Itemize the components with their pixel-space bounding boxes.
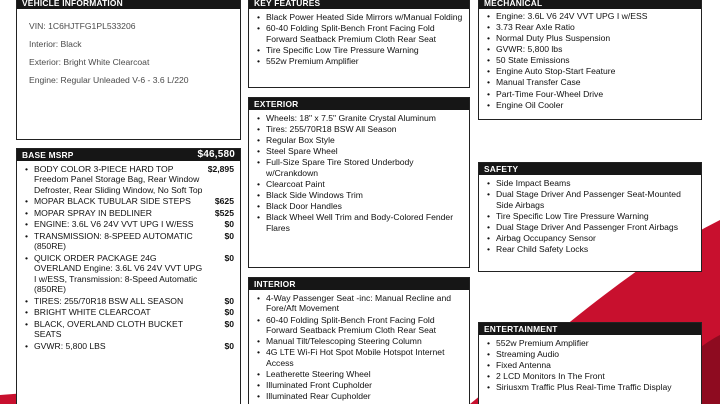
key-features-title: KEY FEATURES: [249, 0, 469, 9]
list-item: • Steel Spare Wheel: [255, 146, 463, 156]
msrp-item: • MOPAR BLACK TUBULAR SIDE STEPS $625: [23, 196, 234, 206]
list-item: • Dual Stage Driver And Passenger Seat-Mounted Side Airbags: [485, 189, 695, 210]
list-item: • 2 LCD Monitors In The Front: [485, 371, 695, 381]
safety-list: [485, 178, 695, 254]
base-msrp-header: [17, 149, 240, 161]
msrp-item: • BODY COLOR 3-PIECE HARD TOP Freedom Panel Storage Bag, Rear Window Defroster, Rear Sliding Window, No Soft Top $2,895: [23, 164, 234, 195]
exterior-list: [255, 113, 463, 233]
interior-line: Interior: Black: [29, 38, 82, 49]
safety-panel: [478, 162, 702, 272]
mechanical-list: [485, 11, 695, 110]
list-item: • 552w Premium Amplifier: [485, 338, 695, 348]
list-item: • 60-40 Folding Split-Bench Front Facing Fold Forward Seatback Premium Cloth Rear Seat: [255, 23, 463, 44]
exterior-panel: [248, 97, 470, 268]
list-item: • Manual Transfer Case: [485, 77, 695, 87]
safety-title: SAFETY: [479, 163, 701, 175]
msrp-item: • GVWR: 5,800 LBS $0: [23, 341, 234, 351]
msrp-item: • BLACK, OVERLAND CLOTH BUCKET SEATS $0: [23, 319, 234, 340]
list-item: • Normal Duty Plus Suspension: [485, 33, 695, 43]
list-item: • 4G LTE Wi-Fi Hot Spot Mobile Hotspot Internet Access: [255, 347, 463, 368]
exterior-title: EXTERIOR: [249, 98, 469, 110]
list-item: • Black Door Handles: [255, 201, 463, 211]
list-item: • Tires: 255/70R18 BSW All Season: [255, 124, 463, 134]
list-item: • Full-Size Spare Tire Stored Underbody w/Crankdown: [255, 157, 463, 178]
base-msrp-title: BASE MSRP: [22, 150, 74, 160]
vehicle-information-title: VEHICLE INFORMATION: [17, 0, 240, 9]
exterior-line: Exterior: Bright White Clearcoat: [29, 56, 150, 67]
list-item: • Rear Child Safety Locks: [485, 244, 695, 254]
key-features-list: [255, 12, 463, 66]
list-item: • Airbag Occupancy Sensor: [485, 233, 695, 243]
list-item: • Manual Tilt/Telescoping Steering Column: [255, 336, 463, 346]
msrp-item: • TRANSMISSION: 8-SPEED AUTOMATIC (850RE) $0: [23, 231, 234, 252]
list-item: • 60-40 Folding Split-Bench Front Facing Fold Forward Seatback Premium Cloth Rear Seat: [255, 315, 463, 336]
list-item: • Engine Auto Stop-Start Feature: [485, 66, 695, 76]
list-item: • Leatherette Steering Wheel: [255, 369, 463, 379]
engine-line: Engine: Regular Unleaded V-6 - 3.6 L/220: [29, 74, 189, 85]
mechanical-title: MECHANICAL: [479, 0, 701, 9]
list-item: • Fixed Antenna: [485, 360, 695, 370]
interior-panel: [248, 277, 470, 404]
list-item: • Dual Stage Driver And Passenger Front Airbags: [485, 222, 695, 232]
list-item: • 4-Way Passenger Seat -inc: Manual Recline and Fore/Aft Movement: [255, 293, 463, 314]
list-item: • Part-Time Four-Wheel Drive: [485, 89, 695, 99]
msrp-item: • MOPAR SPRAY IN BEDLINER $525: [23, 208, 234, 218]
entertainment-title: ENTERTAINMENT: [479, 323, 701, 335]
base-msrp-list: [17, 161, 240, 354]
list-item: • Illuminated Rear Cupholder: [255, 391, 463, 401]
list-item: • Tire Specific Low Tire Pressure Warning: [255, 45, 463, 55]
vehicle-information-panel: [16, 0, 241, 140]
msrp-item: • QUICK ORDER PACKAGE 24G OVERLAND Engine: 3.6L V6 24V VVT UPG I w/ESS, Transmission: 8-Speed Automatic (850RE) $0: [23, 253, 234, 295]
list-item: • Black Wheel Well Trim and Body-Colored Fender Flares: [255, 212, 463, 233]
list-item: • Illuminated Front Cupholder: [255, 380, 463, 390]
list-item: • GVWR: 5,800 lbs: [485, 44, 695, 54]
key-features-panel: [248, 0, 470, 88]
mechanical-panel: [478, 0, 702, 120]
interior-list: [255, 293, 463, 401]
msrp-item: • ENGINE: 3.6L V6 24V VVT UPG I W/ESS $0: [23, 219, 234, 229]
list-item: • 552w Premium Amplifier: [255, 56, 463, 66]
interior-title: INTERIOR: [249, 278, 469, 290]
list-item: • Streaming Audio: [485, 349, 695, 359]
msrp-item: • BRIGHT WHITE CLEARCOAT $0: [23, 307, 234, 317]
vin-line: VIN: 1C6HJTFG1PL533206: [29, 21, 136, 31]
list-item: • 50 State Emissions: [485, 55, 695, 65]
list-item: • Regular Box Style: [255, 135, 463, 145]
entertainment-panel: [478, 322, 702, 404]
list-item: • Wheels: 18" x 7.5" Granite Crystal Aluminum: [255, 113, 463, 123]
list-item: • Tire Specific Low Tire Pressure Warning: [485, 211, 695, 221]
msrp-item: • TIRES: 255/70R18 BSW ALL SEASON $0: [23, 296, 234, 306]
list-item: • 3.73 Rear Axle Ratio: [485, 22, 695, 32]
list-item: • Siriusxm Traffic Plus Real-Time Traffic Display: [485, 382, 695, 392]
list-item: • Engine Oil Cooler: [485, 100, 695, 110]
list-item: • Black Side Windows Trim: [255, 190, 463, 200]
base-msrp-price: $46,580: [197, 149, 235, 160]
list-item: • Side Impact Beams: [485, 178, 695, 188]
list-item: • Clearcoat Paint: [255, 179, 463, 189]
list-item: • Black Power Heated Side Mirrors w/Manual Folding: [255, 12, 463, 22]
list-item: • Engine: 3.6L V6 24V VVT UPG I w/ESS: [485, 11, 695, 21]
entertainment-list: [485, 338, 695, 393]
base-msrp-panel: [16, 148, 241, 404]
